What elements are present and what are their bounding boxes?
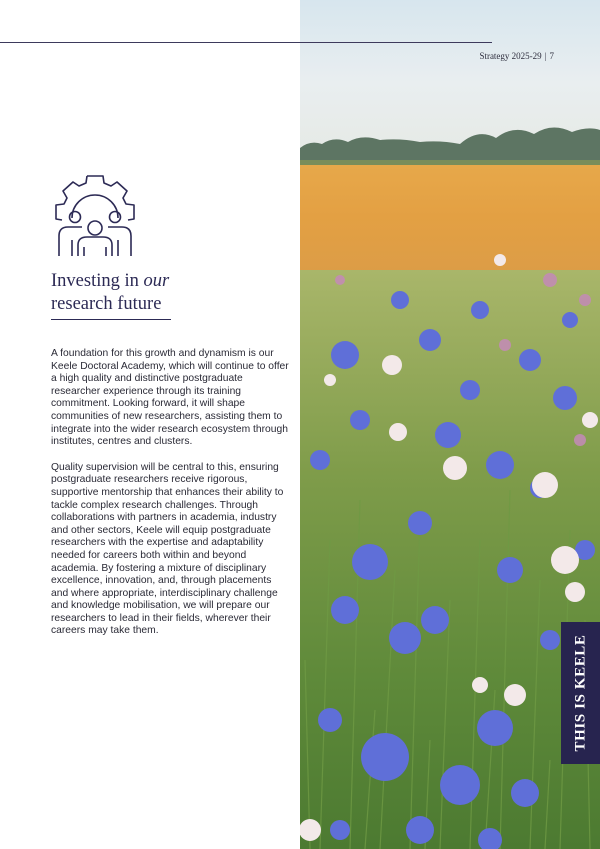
flowers <box>300 240 600 849</box>
title-underline <box>51 319 171 320</box>
this-is-keele-tab <box>561 622 600 764</box>
cornflower-field-photo <box>300 0 600 849</box>
body-text <box>51 348 291 651</box>
paragraph: Quality supervision will be central to this, ensuring postgraduate researchers receive rigorous, supportive mentorship that enhances their ability to tackle complex research challenges. Through collaborations with partners in academia, industry and other sectors, Keele will equip postgraduate researchers with the expertise and adaptability needed for careers both within and beyond academia. By fostering a mixture of disciplinary excellence, innovation, and, through placements and where appropriate, interdisciplinary challenge and knowledge mobilisation, we will prepare our researchers to lead in their fields, wherever their careers may take them. <box>51 461 284 637</box>
running-header <box>479 51 554 61</box>
paragraph: A foundation for this growth and dynamism is our Keele Doctoral Academy, which will continue to offer a high quality and distinctive postgraduate researcher experience through its training commitment. Looking forward, it will shape communities of new researchers, assisting them to integrate into the wider research ecosystem through institutes, centres and clusters. <box>51 348 289 448</box>
treeline <box>300 118 600 168</box>
gear-people-icon <box>50 174 140 258</box>
document-title: Strategy 2025-29 <box>479 51 542 61</box>
section-title-italic: our <box>143 271 170 291</box>
header-rule <box>0 42 492 43</box>
section-title: Investing in our research future <box>51 271 170 314</box>
this-is-keele-label: THIS IS KEELE <box>572 634 588 752</box>
page-number: 7 <box>549 51 554 61</box>
header-separator: | <box>544 51 547 61</box>
